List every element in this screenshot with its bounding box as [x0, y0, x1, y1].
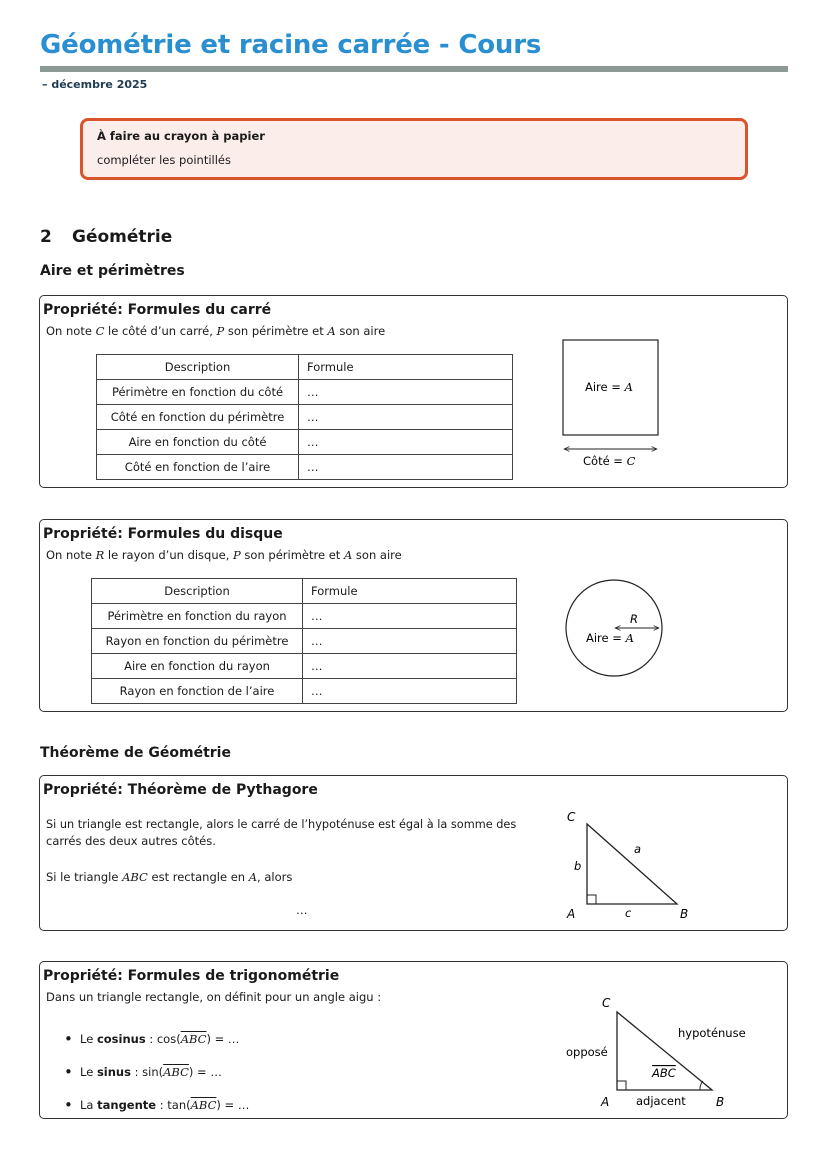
square-area-label: Aire = A [585, 380, 633, 394]
text-fragment: est rectangle en [147, 870, 249, 884]
list-item [56, 1032, 249, 1065]
math-fragment: A [248, 870, 258, 884]
property-trigo-intro: Dans un triangle rectangle, on définit pour un angle aigu : [46, 990, 382, 1004]
intro-var: P [233, 548, 241, 562]
table-row [97, 430, 513, 455]
table-header-cell: Formule [303, 579, 517, 604]
intro-var: P [216, 324, 225, 338]
trigo-triangle-figure [560, 992, 785, 1114]
side-c: c [625, 906, 632, 920]
text-fragment: Si le triangle [46, 870, 123, 884]
term: cosinus [96, 1032, 146, 1046]
property-trigo-box [39, 961, 788, 1119]
section-number: 2 [40, 227, 52, 247]
property-square-title: Propriété: Formules du carré [43, 302, 272, 318]
table-cell: Aire en fonction du côté [97, 430, 299, 455]
adjacent-label: adjacent [636, 1094, 686, 1108]
right-angle-mark [587, 895, 596, 904]
opposite-label: opposé [566, 1045, 608, 1059]
intro-text: le côté d’un carré, [104, 324, 217, 338]
square-figure [555, 332, 685, 472]
section-heading [40, 227, 172, 247]
table-cell: … [303, 679, 517, 704]
table-header-cell: Description [97, 355, 299, 380]
pythagore-triangle-figure [560, 806, 730, 926]
notice-text: compléter les pointillés [97, 153, 231, 167]
table-row [92, 604, 517, 629]
text-fragment: ) = … [216, 1098, 250, 1112]
table-cell: … [299, 380, 513, 405]
property-square-intro [46, 324, 385, 338]
vertex-b: B [680, 907, 689, 921]
title-underline [40, 66, 788, 72]
text-fragment: : tan( [156, 1098, 191, 1112]
intro-text: son périmètre et [224, 324, 328, 338]
list-item [56, 1098, 249, 1131]
table-row [92, 679, 517, 704]
list-item [56, 1065, 249, 1098]
right-angle-mark [617, 1081, 626, 1090]
side-b: b [574, 859, 582, 873]
vertex-a: A [567, 907, 576, 921]
table-row [92, 629, 517, 654]
trigo-formula-list [56, 1032, 249, 1131]
disk-formula-table [91, 578, 517, 704]
vertex-c: C [602, 996, 611, 1010]
property-square-box [39, 295, 788, 488]
hypotenuse-label: hypoténuse [678, 1026, 746, 1040]
table-cell: … [303, 604, 517, 629]
angle-arc [700, 1081, 703, 1090]
intro-text: son périmètre et [240, 548, 344, 562]
intro-text: le rayon d’un disque, [104, 548, 234, 562]
text-fragment: Le [80, 1032, 97, 1046]
pythagore-formula-blank: … [296, 903, 308, 917]
table-cell: … [299, 430, 513, 455]
table-cell: Côté en fonction de l’aire [97, 455, 299, 480]
angle-label: ABC [652, 1066, 676, 1080]
property-pythagore-title: Propriété: Théorème de Pythagore [43, 782, 318, 798]
property-disk-title: Propriété: Formules du disque [43, 526, 283, 542]
table-cell: Périmètre en fonction du côté [97, 380, 299, 405]
pythagore-statement-2: carrés des deux autres côtés. [46, 834, 216, 848]
intro-text: On note [46, 548, 96, 562]
page-title: Géométrie et racine carrée - Cours [40, 30, 542, 60]
term: tangente [97, 1098, 157, 1112]
text-fragment: ) = … [188, 1065, 222, 1079]
text-fragment: ) = … [206, 1032, 240, 1046]
math-fragment: ABC [122, 870, 148, 884]
table-cell: … [299, 405, 513, 430]
table-row [97, 455, 513, 480]
angle-notation: $\overline{ABC}$ [180, 1032, 207, 1046]
intro-text: son aire [335, 324, 386, 338]
square-formula-table [96, 354, 513, 480]
text-fragment: La [80, 1098, 98, 1112]
table-cell: … [299, 455, 513, 480]
radius-label: R [630, 612, 638, 626]
table-row [97, 405, 513, 430]
table-row [92, 654, 517, 679]
intro-text: On note [46, 324, 96, 338]
property-pythagore-box [39, 775, 788, 931]
text-fragment: Le [80, 1065, 97, 1079]
property-trigo-title: Propriété: Formules de trigonométrie [43, 968, 340, 984]
vertex-b: B [716, 1095, 725, 1109]
triangle-shape [587, 824, 677, 904]
pythagore-statement-1: Si un triangle est rectangle, alors le carré de l’hypoténuse est égal à la somme des [46, 818, 517, 831]
date-line: – décembre 2025 [42, 78, 148, 91]
intro-var: C [95, 324, 105, 338]
table-cell: Côté en fonction du périmètre [97, 405, 299, 430]
pythagore-condition [46, 869, 292, 885]
text-fragment: , alors [257, 870, 293, 884]
text-fragment: : cos( [145, 1032, 181, 1046]
table-cell: … [303, 629, 517, 654]
term: sinus [96, 1065, 131, 1079]
disk-area-label: Aire = A [586, 631, 634, 645]
table-cell: Périmètre en fonction du rayon [92, 604, 303, 629]
table-cell: Rayon en fonction de l’aire [92, 679, 303, 704]
table-header-row [97, 355, 513, 380]
vertex-a: A [601, 1095, 610, 1109]
table-cell: … [303, 654, 517, 679]
intro-var: A [327, 324, 336, 338]
property-disk-intro [46, 548, 402, 562]
section-title: Géométrie [72, 227, 173, 247]
angle-notation: $\overline{ABC}$ [190, 1098, 217, 1112]
side-a: a [634, 842, 642, 856]
intro-text: son aire [352, 548, 402, 562]
angle-notation: $\overline{ABC}$ [163, 1065, 189, 1079]
square-side-label: Côté = C [583, 454, 636, 468]
table-row [97, 380, 513, 405]
table-cell: Rayon en fonction du périmètre [92, 629, 303, 654]
notice-box [80, 118, 748, 180]
intro-var: R [95, 548, 105, 562]
property-disk-box [39, 519, 788, 712]
table-header-row [92, 579, 517, 604]
subsection-area: Aire et périmètres [40, 263, 185, 279]
disk-figure [560, 576, 670, 686]
subsection-theorem: Théorème de Géométrie [40, 745, 231, 761]
intro-var: A [343, 548, 353, 562]
notice-heading: À faire au crayon à papier [97, 129, 265, 143]
table-cell: Aire en fonction du rayon [92, 654, 303, 679]
vertex-c: C [567, 810, 576, 824]
table-header-cell: Formule [299, 355, 513, 380]
text-fragment: : sin( [130, 1065, 164, 1079]
table-header-cell: Description [92, 579, 303, 604]
